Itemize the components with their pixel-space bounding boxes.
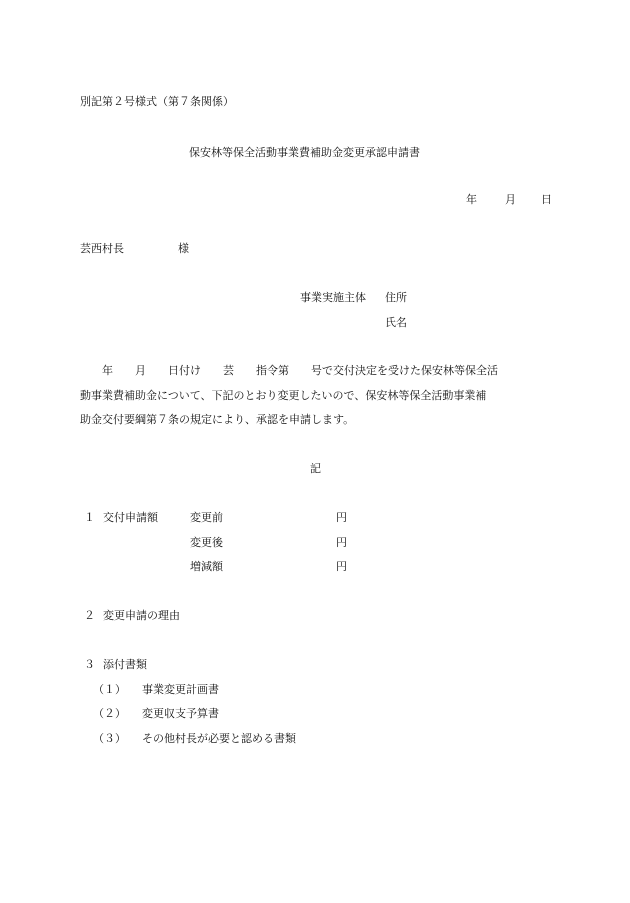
body-line-3: 助金交付要綱第７条の規定により、承認を申請します。 [80, 413, 355, 426]
applicant-address-label: 住所 [385, 291, 407, 304]
section2-number: ２ [84, 609, 95, 622]
attachment-number: （３） [93, 732, 126, 745]
section1-row-before-unit: 円 [336, 511, 347, 524]
addressee-name: 芸西村長 [80, 242, 124, 255]
form-label: 別記第２号様式（第７条関係） [80, 95, 234, 108]
attachment-item: その他村長が必要と認める書類 [142, 732, 296, 745]
section1-label: 交付申請額 [103, 511, 158, 524]
section3-number: ３ [84, 658, 95, 671]
attachment-item: 事業変更計画書 [142, 683, 219, 696]
section2-label: 変更申請の理由 [103, 609, 180, 622]
section1-row-after-unit: 円 [336, 536, 347, 549]
date-month: 月 [505, 193, 516, 206]
body-line-1: 年 月 日付け 芸 指令第 号で交付決定を受けた保安林等保全活 [102, 364, 498, 377]
date-year: 年 [466, 193, 477, 206]
section1-row-before-label: 変更前 [190, 511, 223, 524]
section3-label: 添付書類 [103, 658, 147, 671]
applicant-entity: 事業実施主体 [300, 291, 366, 304]
body-line-2: 動事業費補助金について、下記のとおり変更したいので、保安林等保全活動事業補 [80, 389, 487, 402]
section1-row-diff-label: 増減額 [190, 560, 223, 573]
section1-row-after-label: 変更後 [190, 536, 223, 549]
addressee-honorific: 様 [178, 242, 189, 255]
date-day: 日 [541, 193, 552, 206]
section1-number: １ [84, 511, 95, 524]
attachment-number: （２） [93, 707, 126, 720]
document-title: 保安林等保全活動事業費補助金変更承認申請書 [189, 146, 420, 159]
section1-row-diff-unit: 円 [336, 560, 347, 573]
ki-heading: 記 [310, 462, 321, 475]
attachment-item: 変更収支予算書 [142, 707, 219, 720]
attachment-number: （１） [93, 683, 126, 696]
applicant-name-label: 氏名 [385, 316, 407, 329]
